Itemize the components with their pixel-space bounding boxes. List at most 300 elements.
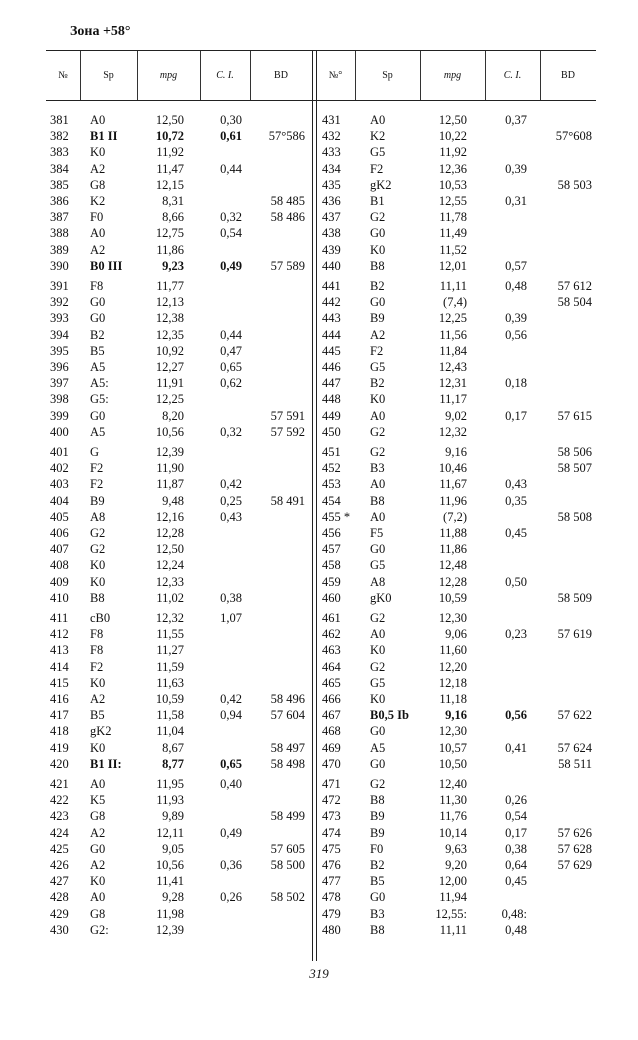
table-row [0, 906, 638, 922]
spectral-type: F8 [90, 279, 104, 293]
color-index: 0,57 [505, 258, 527, 273]
star-number: 456 [322, 526, 341, 540]
spectral-type: gK2 [370, 177, 392, 192]
star-number: 398 [50, 392, 69, 407]
star-number: 412 [50, 627, 69, 642]
photographic-magnitude: (7,2) [443, 509, 467, 524]
color-index: 0,56 [505, 327, 527, 342]
table-row [0, 278, 638, 294]
header-sp-left: Sp [103, 70, 114, 81]
photographic-magnitude: 12,13 [155, 295, 184, 310]
color-index: 0,26 [220, 890, 242, 905]
spectral-type: A2 [90, 242, 106, 257]
spectral-type: A2 [90, 858, 106, 872]
photographic-magnitude: 10,50 [438, 756, 467, 771]
photographic-magnitude: 11,56 [439, 327, 467, 342]
spectral-type: B8 [370, 493, 385, 508]
color-index: 0,39 [505, 161, 527, 176]
star-number: 397 [50, 376, 69, 391]
zone-title: Зона +58° [70, 24, 131, 39]
bd-number: 58 504 [557, 295, 592, 310]
photographic-magnitude: 11,77 [156, 279, 184, 293]
spectral-type: gK0 [370, 590, 392, 605]
star-number: 421 [50, 777, 69, 791]
bd-number: 57 604 [270, 708, 305, 723]
star-number: 480 [322, 922, 341, 937]
table-row [0, 691, 638, 707]
photographic-magnitude: 9,63 [445, 841, 467, 856]
header-num-left: № [58, 70, 68, 81]
spectral-type: B1 II [90, 129, 118, 144]
star-number: 424 [50, 825, 69, 840]
spectral-type: A0 [90, 777, 106, 791]
color-index: 0,37 [505, 113, 527, 127]
star-number: 393 [50, 311, 69, 326]
bd-number: 57°586 [268, 129, 305, 144]
spectral-type: G2 [370, 445, 386, 459]
color-index: 0,35 [505, 493, 527, 508]
color-index: 0,36 [220, 858, 242, 872]
star-number: 406 [50, 526, 69, 540]
star-number: 441 [322, 279, 341, 293]
table-row [0, 626, 638, 642]
photographic-magnitude: 12,15 [155, 177, 184, 192]
photographic-magnitude: 9,02 [445, 408, 467, 423]
table-row [0, 707, 638, 723]
bd-number: 57 592 [270, 424, 305, 439]
star-number: 436 [322, 194, 341, 208]
photographic-magnitude: 11,04 [156, 724, 184, 739]
table-row [0, 444, 638, 460]
photographic-magnitude: 12,35 [155, 327, 184, 342]
spectral-type: G5 [370, 675, 386, 690]
star-number: 438 [322, 226, 341, 241]
star-number: 416 [50, 692, 69, 706]
star-number: 454 [322, 493, 341, 508]
photographic-magnitude: 11,55 [156, 627, 184, 642]
photographic-magnitude: 11,86 [439, 542, 467, 557]
star-number: 404 [50, 493, 69, 508]
photographic-magnitude: 11,96 [439, 493, 467, 508]
bd-number: 58 498 [270, 756, 305, 771]
photographic-magnitude: 12,50 [155, 113, 184, 127]
spectral-type: A0 [90, 113, 106, 127]
photographic-magnitude: 10,53 [438, 177, 467, 192]
photographic-magnitude: 12,38 [155, 311, 184, 326]
table-row [0, 391, 638, 407]
table-row [0, 242, 638, 258]
photographic-magnitude: 9,20 [445, 858, 467, 872]
spectral-type: B0,5 Ib [370, 708, 409, 723]
photographic-magnitude: 10,46 [438, 461, 467, 476]
star-number: 455 * [322, 509, 351, 524]
bd-number: 58 496 [270, 692, 305, 706]
color-index: 0,45 [505, 526, 527, 540]
spectral-type: B9 [370, 311, 385, 326]
bd-number: 58 499 [270, 809, 305, 824]
star-number: 420 [50, 756, 69, 771]
star-number: 400 [50, 424, 69, 439]
bd-number: 58 500 [270, 858, 305, 872]
spectral-type: B2 [370, 279, 385, 293]
star-number: 439 [322, 242, 341, 257]
header-sp-right: Sp [382, 70, 393, 81]
photographic-magnitude: 9,48 [162, 493, 184, 508]
spectral-type: K0 [370, 643, 386, 658]
spectral-type: K0 [90, 675, 106, 690]
photographic-magnitude: (7,4) [443, 295, 467, 310]
color-index: 0,44 [220, 161, 242, 176]
star-number: 458 [322, 558, 341, 573]
photographic-magnitude: 11,11 [439, 279, 467, 293]
spectral-type: B9 [370, 825, 385, 840]
color-index: 0,48 [505, 922, 527, 937]
spectral-type: B1 [370, 194, 385, 208]
photographic-magnitude: 12,28 [438, 574, 467, 589]
spectral-type: gK2 [90, 724, 112, 739]
table-row [0, 258, 638, 274]
star-number: 411 [50, 611, 69, 625]
color-index: 0,32 [220, 210, 242, 225]
color-index: 0,38 [505, 841, 527, 856]
spectral-type: K0 [90, 874, 106, 889]
table-row [0, 776, 638, 792]
photographic-magnitude: 11,27 [156, 643, 184, 658]
star-number: 437 [322, 210, 341, 225]
photographic-magnitude: 10,14 [438, 825, 467, 840]
star-number: 405 [50, 509, 69, 524]
bd-number: 57 626 [557, 825, 592, 840]
photographic-magnitude: 11,91 [156, 376, 184, 391]
color-index: 0,54 [220, 226, 242, 241]
bd-number: 57°608 [555, 129, 592, 144]
spectral-type: A5: [90, 376, 109, 391]
color-index: 0,31 [505, 194, 527, 208]
star-number: 383 [50, 145, 69, 160]
spectral-type: B2 [370, 858, 385, 872]
photographic-magnitude: 11,58 [156, 708, 184, 723]
star-number: 419 [50, 740, 69, 755]
star-number: 422 [50, 793, 69, 808]
color-index: 0,17 [505, 408, 527, 423]
color-index: 1,07 [220, 611, 242, 625]
bd-number: 58 503 [557, 177, 592, 192]
photographic-magnitude: 10,92 [155, 343, 184, 358]
spectral-type: G2 [370, 777, 386, 791]
header-bd-left: BD [274, 70, 288, 81]
photographic-magnitude: 12,11 [156, 825, 184, 840]
photographic-magnitude: 12,18 [438, 675, 467, 690]
table-header-rule [46, 100, 596, 101]
photographic-magnitude: 12,31 [438, 376, 467, 391]
color-index: 0,54 [505, 809, 527, 824]
star-number: 451 [322, 445, 341, 459]
bd-number: 57 622 [557, 708, 592, 723]
table-row [0, 541, 638, 557]
spectral-type: G0 [370, 756, 386, 771]
star-number: 453 [322, 477, 341, 492]
photographic-magnitude: 11,86 [156, 242, 184, 257]
photographic-magnitude: 12,20 [438, 659, 467, 674]
star-number: 395 [50, 343, 69, 358]
photographic-magnitude: 8,66 [162, 210, 184, 225]
photographic-magnitude: 11,18 [439, 692, 467, 706]
spectral-type: B8 [90, 590, 105, 605]
bd-number: 58 502 [270, 890, 305, 905]
spectral-type: B2 [370, 376, 385, 391]
star-number: 408 [50, 558, 69, 573]
table-row [0, 408, 638, 424]
spectral-type: G0 [90, 408, 106, 423]
table-row [0, 225, 638, 241]
table-row [0, 756, 638, 772]
spectral-type: G2 [90, 542, 106, 557]
table-row [0, 493, 638, 509]
spectral-type: A0 [370, 477, 386, 492]
spectral-type: F2 [370, 161, 384, 176]
table-row [0, 177, 638, 193]
color-index: 0,38 [220, 590, 242, 605]
spectral-type: F8 [90, 627, 104, 642]
bd-number: 57 615 [557, 408, 592, 423]
star-number: 440 [322, 258, 341, 273]
color-index: 0,56 [505, 708, 527, 723]
spectral-type: G8 [90, 809, 106, 824]
photographic-magnitude: 8,31 [162, 194, 184, 208]
star-number: 435 [322, 177, 341, 192]
color-index: 0,42 [220, 477, 242, 492]
star-number: 474 [322, 825, 341, 840]
star-number: 447 [322, 376, 341, 391]
spectral-type: F0 [370, 841, 384, 856]
header-mpg-left: mpg [159, 70, 178, 81]
star-number: 409 [50, 574, 69, 589]
photographic-magnitude: 12,30 [438, 724, 467, 739]
spectral-type: A2 [90, 161, 106, 176]
spectral-type: G5 [370, 145, 386, 160]
photographic-magnitude: 12,33 [155, 574, 184, 589]
star-number: 465 [322, 675, 341, 690]
photographic-magnitude: 12,32 [438, 424, 467, 439]
spectral-type: A5 [370, 740, 386, 755]
photographic-magnitude: 10,59 [438, 590, 467, 605]
spectral-type: K5 [90, 793, 106, 808]
star-number: 410 [50, 590, 69, 605]
spectral-type: K0 [370, 692, 386, 706]
photographic-magnitude: 9,16 [445, 708, 467, 723]
color-index: 0,64 [505, 858, 527, 872]
table-row [0, 857, 638, 873]
photographic-magnitude: 12,25 [438, 311, 467, 326]
star-number: 392 [50, 295, 69, 310]
bd-number: 58 508 [557, 509, 592, 524]
bd-number: 58 485 [270, 194, 305, 208]
table-row [0, 310, 638, 326]
star-number: 478 [322, 890, 341, 905]
table-row [0, 642, 638, 658]
table-row [0, 144, 638, 160]
star-number: 403 [50, 477, 69, 492]
table-row [0, 841, 638, 857]
table-row [0, 825, 638, 841]
photographic-magnitude: 12,39 [155, 922, 184, 937]
header-ci-left: C. I. [216, 70, 234, 81]
photographic-magnitude: 12,28 [155, 526, 184, 540]
spectral-type: A0 [90, 226, 106, 241]
star-number: 445 [322, 343, 341, 358]
photographic-magnitude: 11,84 [439, 343, 467, 358]
star-number: 430 [50, 922, 69, 937]
header-bd-right: BD [561, 70, 575, 81]
star-number: 429 [50, 906, 69, 921]
photographic-magnitude: 11,78 [439, 210, 467, 225]
table-row [0, 193, 638, 209]
photographic-magnitude: 11,90 [156, 461, 184, 476]
photographic-magnitude: 12,40 [438, 777, 467, 791]
spectral-type: G0 [370, 295, 386, 310]
spectral-type: A0 [370, 509, 386, 524]
header-num-right: №° [328, 70, 343, 81]
photographic-magnitude: 9,16 [445, 445, 467, 459]
spectral-type: G2: [90, 922, 109, 937]
color-index: 0,47 [220, 343, 242, 358]
photographic-magnitude: 9,05 [162, 841, 184, 856]
photographic-magnitude: 11,47 [156, 161, 184, 176]
spectral-type: B9 [370, 809, 385, 824]
table-row [0, 590, 638, 606]
color-index: 0,65 [220, 360, 242, 374]
spectral-type: B9 [90, 493, 105, 508]
table-row [0, 675, 638, 691]
table-row [0, 128, 638, 144]
star-number: 385 [50, 177, 69, 192]
spectral-type: A8 [370, 574, 386, 589]
photographic-magnitude: 11,59 [156, 659, 184, 674]
color-index: 0,30 [220, 113, 242, 127]
star-number: 464 [322, 659, 341, 674]
star-number: 426 [50, 858, 69, 872]
spectral-type: F2 [90, 659, 104, 674]
star-number: 401 [50, 445, 69, 459]
photographic-magnitude: 12,27 [155, 360, 184, 374]
photographic-magnitude: 11,60 [439, 643, 467, 658]
table-row [0, 161, 638, 177]
table-row [0, 659, 638, 675]
bd-number: 58 507 [557, 461, 592, 476]
photographic-magnitude: 11,92 [439, 145, 467, 160]
spectral-type: B5 [90, 343, 105, 358]
star-number: 471 [322, 777, 341, 791]
color-index: 0,65 [220, 756, 242, 771]
bd-number: 57 624 [557, 740, 592, 755]
spectral-type: K0 [90, 740, 106, 755]
photographic-magnitude: 11,11 [439, 922, 467, 937]
photographic-magnitude: 11,76 [439, 809, 467, 824]
spectral-type: A2 [370, 327, 386, 342]
photographic-magnitude: 11,95 [156, 777, 184, 791]
photographic-magnitude: 8,20 [162, 408, 184, 423]
star-number: 452 [322, 461, 341, 476]
table-row [0, 723, 638, 739]
spectral-type: G5 [370, 558, 386, 573]
star-number: 467 [322, 708, 341, 723]
spectral-type: A0 [370, 408, 386, 423]
spectral-type: K0 [370, 242, 386, 257]
photographic-magnitude: 11,52 [439, 242, 467, 257]
photographic-magnitude: 9,06 [445, 627, 467, 642]
header-ci-right: C. I. [503, 70, 522, 81]
spectral-type: G0 [90, 295, 106, 310]
spectral-type: A5 [90, 424, 106, 439]
star-number: 413 [50, 643, 69, 658]
table-row [0, 460, 638, 476]
photographic-magnitude: 11,94 [439, 890, 467, 905]
spectral-type: G2 [90, 526, 106, 540]
header-mpg-right: mpg [443, 70, 462, 81]
bd-number: 57 629 [557, 858, 592, 872]
spectral-type: A0 [90, 890, 106, 905]
star-number: 432 [322, 129, 341, 144]
page-number: 319 [309, 966, 329, 981]
table-row [0, 922, 638, 938]
color-index: 0,17 [505, 825, 527, 840]
spectral-type: B3 [370, 906, 385, 921]
color-index: 0,40 [220, 777, 242, 791]
photographic-magnitude: 10,72 [155, 129, 184, 144]
color-index: 0,49 [220, 258, 242, 273]
color-index: 0,44 [220, 327, 242, 342]
spectral-type: G0 [370, 724, 386, 739]
star-number: 396 [50, 360, 69, 374]
star-number: 446 [322, 360, 341, 374]
table-row [0, 476, 638, 492]
color-index: 0,39 [505, 311, 527, 326]
star-number: 477 [322, 874, 341, 889]
color-index: 0,32 [220, 424, 242, 439]
color-index: 0,49 [220, 825, 242, 840]
photographic-magnitude: 12,43 [438, 360, 467, 374]
spectral-type: A8 [90, 509, 106, 524]
photographic-magnitude: 11,67 [439, 477, 467, 492]
spectral-type: cB0 [90, 611, 111, 625]
star-number: 415 [50, 675, 69, 690]
table-row [0, 209, 638, 225]
star-number: 391 [50, 279, 69, 293]
star-number: 434 [322, 161, 341, 176]
photographic-magnitude: 12,16 [155, 509, 184, 524]
star-number: 473 [322, 809, 341, 824]
color-index: 0,50 [505, 574, 527, 589]
color-index: 0,23 [505, 627, 527, 642]
photographic-magnitude: 12,24 [155, 558, 184, 573]
spectral-type: A5 [90, 360, 106, 374]
star-number: 390 [50, 258, 69, 273]
color-index: 0,48 [505, 279, 527, 293]
table-top-rule [46, 50, 596, 51]
spectral-type: B3 [370, 461, 385, 476]
star-number: 450 [322, 424, 341, 439]
table-row [0, 509, 638, 525]
star-number: 387 [50, 210, 69, 225]
table-row [0, 343, 638, 359]
spectral-type: G0 [90, 841, 106, 856]
spectral-type: A0 [370, 627, 386, 642]
star-number: 468 [322, 724, 341, 739]
spectral-type: B8 [370, 793, 385, 808]
star-number: 469 [322, 740, 341, 755]
spectral-type: B8 [370, 922, 385, 937]
photographic-magnitude: 10,59 [155, 692, 184, 706]
